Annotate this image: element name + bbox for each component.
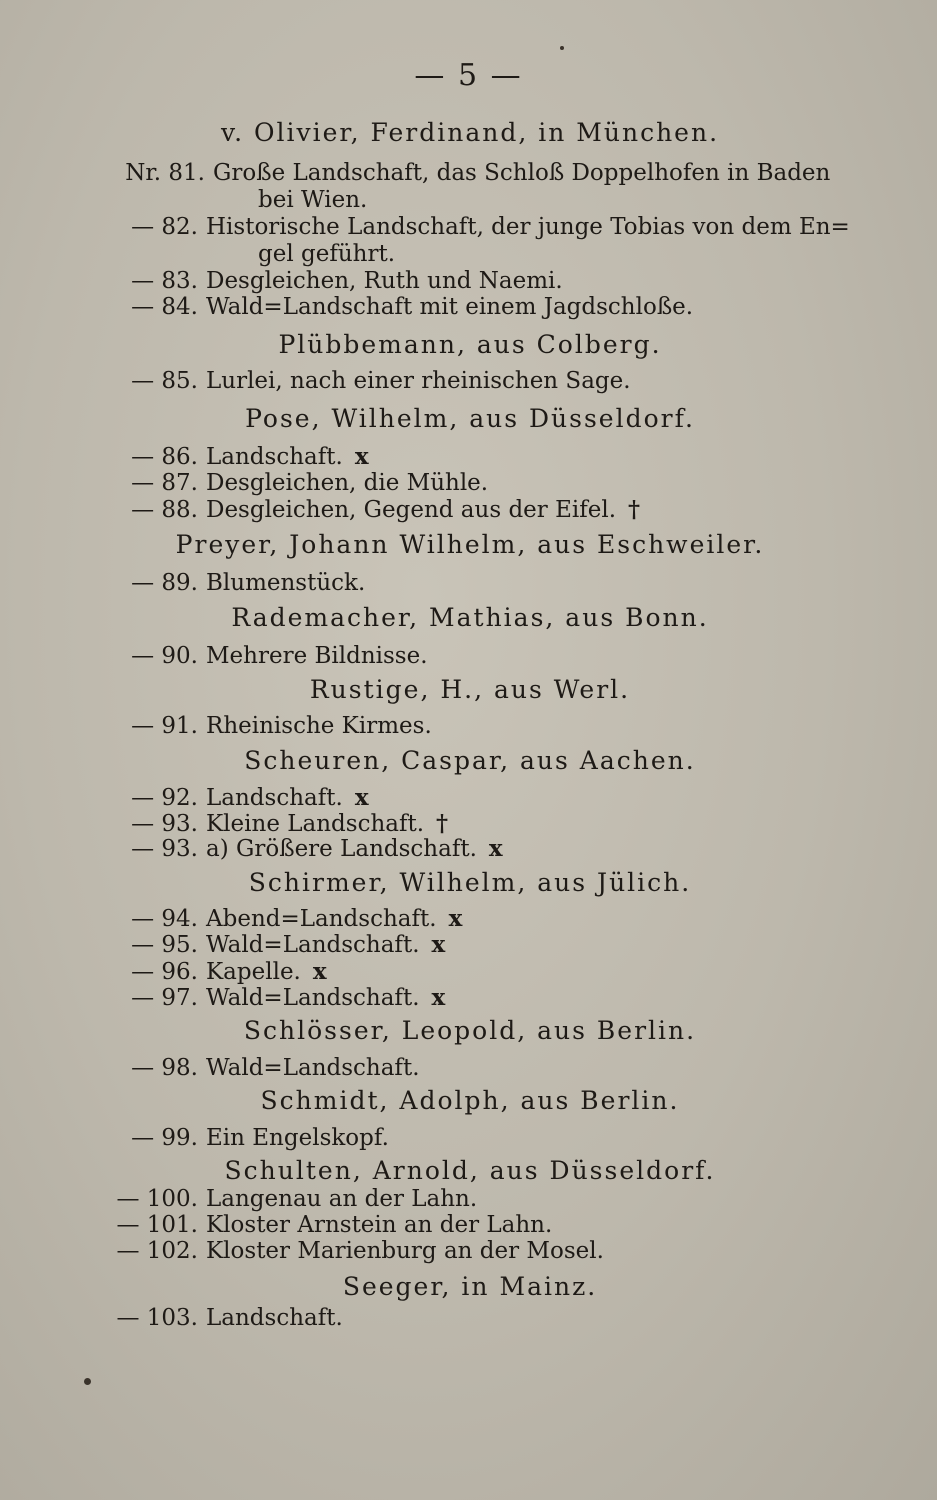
entry-number: — 82. [131, 214, 198, 240]
entry-number: — 103. [116, 1305, 198, 1331]
entry-title: Landschaft. [206, 1305, 343, 1331]
entry-title: Wald=Landschaft mit einem Jagdschloße. [206, 294, 694, 320]
entry-title: Desgleichen, die Mühle. [206, 470, 489, 496]
entry-number: — 86. [131, 444, 198, 470]
entry-title: Wald=Landschaft. [206, 1055, 420, 1081]
entry-title: Wald=Landschaft. [206, 985, 420, 1011]
entry-number: — 97. [131, 985, 198, 1011]
catalog-entry [48, 570, 365, 596]
entry-number: — 100. [116, 1186, 198, 1212]
entry-title: Desgleichen, Ruth und Naemi. [206, 268, 563, 294]
entry-title: Kloster Arnstein an der Lahn. [206, 1212, 553, 1238]
catalog-entry [48, 443, 369, 470]
entry-title: Kloster Marienburg an der Mosel. [206, 1238, 604, 1264]
artist-heading: Plübbemann, aus Colberg. [278, 330, 662, 359]
artist-heading: v. Olivier, Ferdinand, in München. [220, 118, 720, 147]
catalog-entry [48, 1055, 420, 1081]
catalog-entry [48, 905, 462, 932]
catalog-entry [48, 1212, 552, 1238]
entry-mark: † [436, 810, 449, 837]
entry-title: Langenau an der Lahn. [206, 1186, 478, 1212]
catalog-entry [48, 268, 563, 294]
catalog-entry [48, 784, 369, 811]
entry-number: — 90. [131, 643, 198, 669]
artist-heading: Schirmer, Wilhelm, aus Jülich. [248, 868, 692, 897]
artist-heading: Scheuren, Caspar, aus Aachen. [244, 746, 696, 775]
artist-heading: Pose, Wilhelm, aus Düsseldorf. [245, 404, 695, 433]
entry-title: Rheinische Kirmes. [206, 713, 432, 739]
entry-mark: x [354, 784, 369, 811]
entry-number: — 94. [131, 906, 198, 932]
entry-continuation: bei Wien. [258, 187, 368, 213]
catalog-entry [48, 958, 327, 985]
artist-heading: Rademacher, Mathias, aus Bonn. [231, 603, 709, 632]
entry-title: Mehrere Bildnisse. [206, 643, 428, 669]
entry-number: — 101. [116, 1212, 198, 1238]
entry-number: — 99. [131, 1125, 198, 1151]
artist-heading: Schulten, Arnold, aus Düsseldorf. [224, 1156, 716, 1185]
entry-title: Landschaft. [206, 444, 343, 470]
entry-title: a) Größere Landschaft. [206, 836, 477, 862]
entry-title: Desgleichen, Gegend aus der Eifel. [206, 497, 617, 523]
entry-title: Blumenstück. [206, 570, 366, 596]
page-number: — 5 — [414, 58, 523, 93]
entry-mark: x [431, 931, 446, 958]
catalog-entry [48, 984, 445, 1011]
catalog-entry [55, 160, 830, 186]
entry-number: — 98. [131, 1055, 198, 1081]
entry-number: Nr. 81. [125, 160, 205, 186]
catalog-entry [48, 1238, 604, 1264]
entry-number: — 91. [131, 713, 198, 739]
entry-title: Große Landschaft, das Schloß Doppelhofen in Baden [213, 160, 831, 186]
artist-heading: Seeger, in Mainz. [342, 1272, 598, 1301]
entry-mark: x [431, 984, 446, 1011]
entry-title: Historische Landschaft, der junge Tobias von dem En= [206, 214, 850, 240]
catalog-entry [48, 368, 631, 394]
entry-mark: x [354, 443, 369, 470]
entry-mark: † [628, 496, 641, 523]
entry-title: Kleine Landschaft. [206, 811, 425, 837]
entry-number: — 102. [116, 1238, 198, 1264]
artist-heading: Schlösser, Leopold, aus Berlin. [243, 1016, 697, 1045]
entry-title: Lurlei, nach einer rheinischen Sage. [206, 368, 631, 394]
catalog-entry [48, 214, 850, 240]
catalog-entry [48, 1125, 389, 1151]
entry-number: — 87. [131, 470, 198, 496]
entry-number: — 92. [131, 785, 198, 811]
ink-spot [560, 46, 564, 50]
artist-heading: Schmidt, Adolph, aus Berlin. [260, 1086, 680, 1115]
entry-title: Landschaft. [206, 785, 343, 811]
artist-heading: Preyer, Johann Wilhelm, aus Eschweiler. [175, 530, 765, 559]
catalog-entry [48, 1186, 477, 1212]
entry-continuation: gel geführt. [258, 241, 396, 267]
catalog-entry [48, 1305, 343, 1331]
entry-title: Abend=Landschaft. [206, 906, 437, 932]
artist-heading: Rustige, H., aus Werl. [309, 675, 631, 704]
entry-mark: x [448, 905, 463, 932]
entry-mark: x [488, 835, 503, 862]
catalog-entry [48, 835, 503, 862]
catalog-entry [48, 294, 693, 320]
entry-number: — 95. [131, 932, 198, 958]
entry-mark: x [312, 958, 327, 985]
entry-title: Wald=Landschaft. [206, 932, 420, 958]
ink-spot [84, 1378, 91, 1385]
catalog-entry [48, 713, 432, 739]
catalog-entry [48, 643, 428, 669]
entry-number: — 96. [131, 959, 198, 985]
entry-title: Ein Engelskopf. [206, 1125, 389, 1151]
entry-number: — 93. [131, 811, 198, 837]
catalog-entry [48, 496, 640, 523]
entry-title: Kapelle. [206, 959, 301, 985]
entry-number: — 85. [131, 368, 198, 394]
entry-number: — 84. [131, 294, 198, 320]
entry-number: — 83. [131, 268, 198, 294]
entry-number: — 93. [131, 836, 198, 862]
catalog-entry [48, 810, 448, 837]
catalog-entry [48, 931, 445, 958]
catalog-entry [48, 470, 488, 496]
entry-number: — 89. [131, 570, 198, 596]
entry-number: — 88. [131, 497, 198, 523]
